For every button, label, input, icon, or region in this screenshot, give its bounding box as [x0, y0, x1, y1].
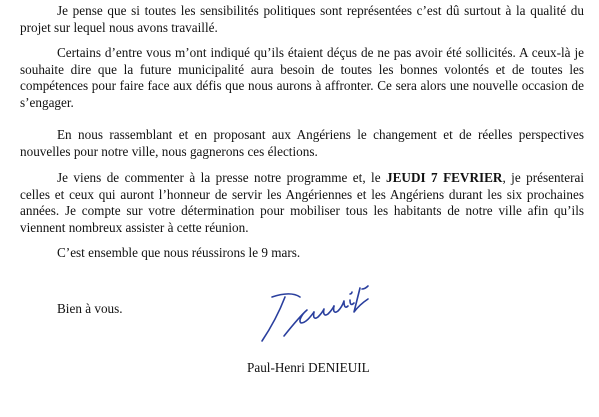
closing-salutation: Bien à vous.	[57, 301, 123, 316]
paragraph-4-intro: Je viens de commenter à la presse notre programme et, le	[57, 170, 387, 185]
paragraph-4-body: , je présenterai celles et ceux qui auront l’honneur de servir les Angériennes et les Angériens durant les six prochaines années. Je compte sur votre détermination pour mobiliser tous les habitants de notre ville afin qu’ils viennent nombreux assister à cette réunion.	[20, 170, 584, 235]
meeting-date: JEUDI 7 FEVRIER	[386, 170, 503, 185]
paragraph-together: C’est ensemble que nous réussirons le 9 mars.	[57, 245, 301, 260]
paragraph-political-sensibilities: Je pense que si toutes les sensibilités politiques sont représentées c’est dû surtout à la qualité du projet sur lequel nous avons travaillé.	[20, 3, 584, 35]
paragraph-disappointed-supporters: Certains d’entre vous m’ont indiqué qu’ils étaient déçus de ne pas avoir été sollicités. A ceux-là je souhaite dire que la future municipalité aura besoin de toutes les bonnes volontés et de toutes les compétences pour faire face aux défis que nous aurons à affronter. Ce sera alors une nouvelle occasion de s’engager.	[20, 45, 584, 110]
paragraph-program-presentation	[20, 170, 584, 236]
handwritten-signature	[258, 284, 398, 346]
paragraph-winning-elections: En nous rassemblant et en proposant aux Angériens le changement et de réelles perspectives nouvelles pour notre ville, nous gagnerons ces élections.	[20, 127, 584, 159]
signatory-name: Paul-Henri DENIEUIL	[247, 360, 370, 375]
